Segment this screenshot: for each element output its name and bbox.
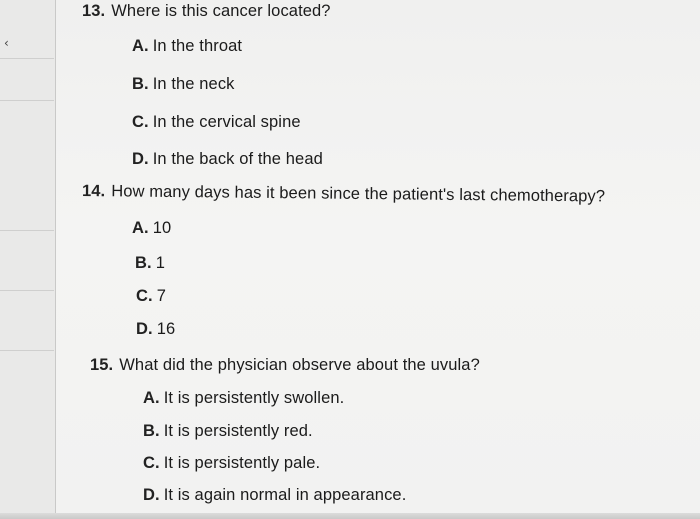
option-text: It is persistently swollen. [163, 389, 345, 407]
option-14-b[interactable] [135, 254, 165, 273]
option-letter: A. [143, 389, 160, 407]
question-14 [82, 182, 605, 206]
option-letter: A. [132, 37, 149, 55]
option-13-d[interactable] [132, 150, 323, 169]
question-number: 15. [90, 356, 114, 374]
option-text: 7 [156, 287, 166, 305]
option-text: It is persistently red. [163, 422, 313, 440]
option-text: In the neck [152, 75, 235, 93]
option-13-c[interactable] [132, 113, 301, 132]
option-letter: C. [132, 113, 149, 131]
option-letter: D. [136, 320, 153, 338]
option-text: In the cervical spine [152, 113, 301, 131]
option-13-a[interactable] [132, 37, 242, 56]
option-letter: C. [143, 454, 160, 472]
option-letter: B. [135, 254, 152, 272]
option-15-c[interactable] [143, 454, 320, 473]
option-text: In the back of the head [152, 150, 323, 168]
question-text: How many days has it been since the patient's last chemotherapy? [111, 182, 606, 206]
option-text: In the throat [152, 37, 243, 55]
option-14-d[interactable] [136, 320, 175, 339]
left-panel-edge [0, 0, 56, 519]
page-bottom-edge [0, 513, 700, 519]
question-number: 13. [82, 2, 106, 20]
option-14-a[interactable] [132, 219, 171, 238]
option-letter: D. [132, 150, 149, 168]
option-letter: B. [132, 75, 149, 93]
question-text: What did the physician observe about the uvula? [119, 356, 480, 374]
option-15-d[interactable] [143, 486, 406, 505]
panel-box [0, 0, 54, 59]
question-13 [82, 2, 331, 21]
option-letter: D. [143, 486, 160, 504]
panel-box [0, 58, 54, 101]
option-letter: C. [136, 287, 153, 305]
question-number: 14. [81, 182, 106, 201]
option-letter: A. [132, 219, 149, 237]
option-15-b[interactable] [143, 422, 313, 441]
question-15 [90, 356, 480, 375]
option-text: 16 [156, 320, 176, 338]
panel-box [0, 100, 54, 231]
panel-box [0, 290, 54, 351]
option-letter: B. [143, 422, 160, 440]
option-text: 10 [152, 219, 172, 237]
option-text: 1 [155, 254, 165, 272]
option-14-c[interactable] [136, 287, 166, 306]
cursor-icon: ‹ [4, 36, 9, 50]
question-text: Where is this cancer located? [111, 2, 331, 20]
panel-box [0, 230, 54, 291]
option-15-a[interactable] [143, 389, 344, 408]
option-13-b[interactable] [132, 75, 235, 94]
option-text: It is again normal in appearance. [163, 486, 407, 504]
option-text: It is persistently pale. [163, 454, 321, 472]
